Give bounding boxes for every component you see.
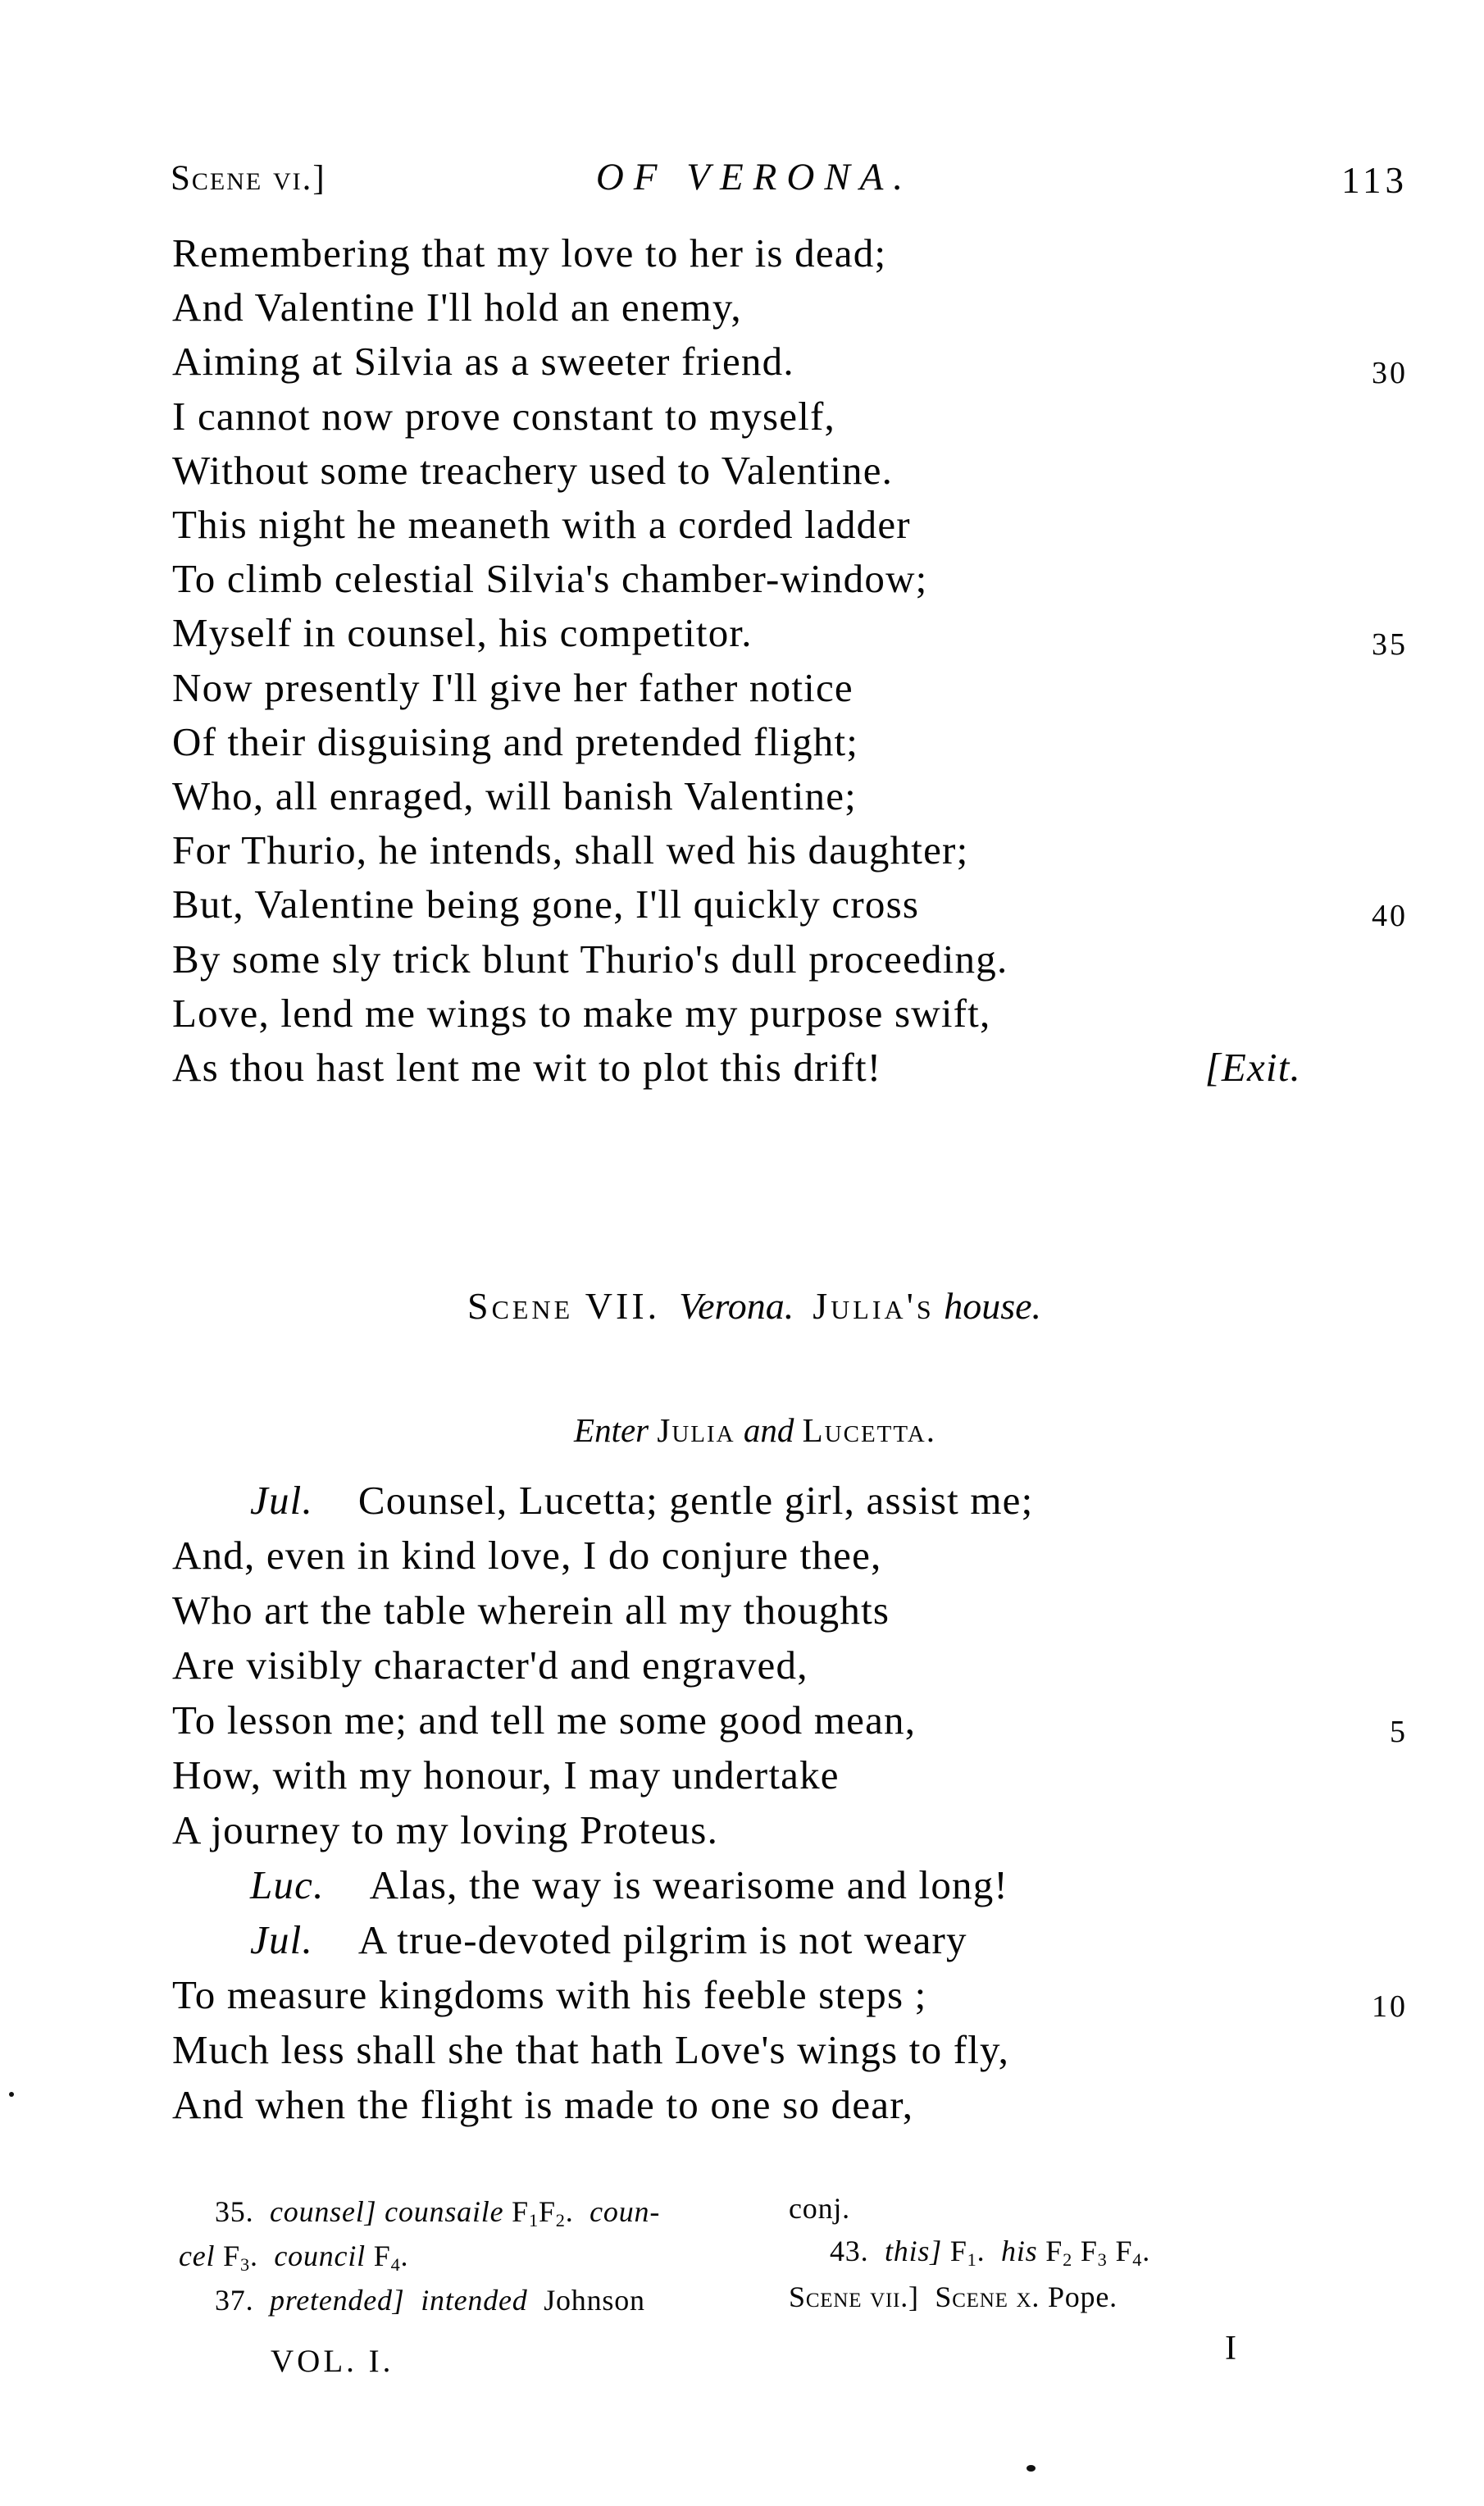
text-segment: his [1001, 2235, 1046, 2267]
text-segment: Scene vii.] Scene x. [789, 2280, 1048, 2313]
text-segment: this] [885, 2235, 950, 2267]
footnote-line [789, 2191, 850, 2226]
ink-spot [1027, 2465, 1036, 2472]
verse-line [172, 1807, 1408, 1852]
text-segment: 1 [967, 2249, 977, 2271]
header-running-title: OF VERONA. [595, 156, 913, 198]
verse-line [172, 394, 1408, 439]
volume-label: VOL. I. [271, 2344, 394, 2379]
verse-line [172, 1752, 1408, 1797]
text-segment: Lucetta [802, 1411, 926, 1449]
text-segment: F [538, 2195, 556, 2228]
verse-line [172, 1478, 1408, 1523]
verse-line [172, 610, 1408, 662]
text-segment: 3 [1097, 2249, 1108, 2271]
verse-line [172, 827, 1408, 873]
header-scene-label: Scene vi.] [171, 159, 326, 198]
text-segment: . [1142, 2235, 1151, 2267]
line-number: 40 [1372, 899, 1408, 933]
verse-line [172, 1697, 1408, 1749]
line-text: To measure kingdoms with his feeble steps ; [172, 1972, 927, 2017]
text-segment: F [1107, 2235, 1133, 2267]
line-text: And, even in kind love, I do conjure thee, [172, 1533, 882, 1578]
line-text: Now presently I'll give her father notice [172, 665, 854, 710]
footnote-line [215, 2283, 645, 2317]
text-segment: F [1072, 2235, 1098, 2267]
text-segment: Julia's [813, 1285, 935, 1327]
line-text: To climb celestial Silvia's chamber-window; [172, 556, 928, 601]
verse-line [172, 1533, 1408, 1578]
line-text: Are visibly character'd and engraved, [172, 1643, 808, 1688]
line-text: Alas, the way is wearisome and long! [369, 1862, 1008, 1907]
line-text: And Valentine I'll hold an enemy, [172, 285, 742, 330]
verse-line [172, 991, 1408, 1036]
text-segment: 2 [1063, 2249, 1073, 2271]
line-text: A true-devoted pilgrim is not weary [357, 1917, 967, 1962]
line-text: A journey to my loving Proteus. [172, 1807, 719, 1852]
line-text: Who, all enraged, will banish Valentine; [172, 773, 857, 818]
text-segment: 35. [215, 2195, 270, 2228]
speaker-label: Luc. [250, 1862, 325, 1907]
text-segment [794, 1285, 813, 1327]
verse-line [172, 502, 1408, 547]
text-segment: 4 [1132, 2249, 1143, 2271]
verse-line [172, 719, 1408, 764]
line-text: Of their disguising and pretended flight; [172, 719, 859, 764]
line-number: 35 [1372, 627, 1408, 662]
text-segment: F [949, 2235, 967, 2267]
line-text: Remembering that my love to her is dead; [172, 230, 887, 276]
text-segment: . [976, 2235, 1002, 2267]
verse-line [172, 936, 1408, 982]
verse-line [172, 1045, 1408, 1090]
line-number: 30 [1372, 356, 1408, 390]
line-text: How, with my honour, I may undertake [172, 1752, 840, 1797]
header-page-number: 113 [1341, 160, 1408, 201]
text-segment: Pope. [1047, 2280, 1118, 2313]
ink-spot [9, 2092, 14, 2097]
text-segment: Scene VII. [467, 1285, 661, 1327]
text-segment: conj. [789, 2192, 850, 2225]
line-text: To lesson me; and tell me some good mean, [172, 1697, 917, 1743]
line-number: 10 [1372, 1989, 1408, 2024]
line-text: Love, lend me wings to make my purpose swift, [172, 991, 991, 1036]
verse-line [172, 1862, 1408, 1907]
verse-line [172, 773, 1408, 818]
line-text: This night he meaneth with a corded ladder [172, 502, 911, 547]
line-text: For Thurio, he intends, shall wed his daughter; [172, 827, 969, 873]
signature-mark: I [1225, 2330, 1236, 2367]
line-text: As thou hast lent me wit to plot this drift! [172, 1045, 882, 1090]
text-segment: council [274, 2239, 374, 2272]
verse-line [172, 1588, 1408, 1633]
text-segment: . [249, 2239, 275, 2272]
text-segment: . [565, 2195, 590, 2228]
line-text: Without some treachery used to Valentine. [172, 448, 894, 493]
verse-line [172, 1917, 1408, 1962]
text-segment: F [223, 2239, 240, 2272]
verse-line [172, 882, 1408, 933]
line-text: But, Valentine being gone, I'll quickly cross [172, 882, 920, 927]
verse-line [172, 665, 1408, 710]
text-segment: Johnson [544, 2284, 645, 2317]
verse-line [172, 285, 1408, 330]
line-text: I cannot now prove constant to myself, [172, 394, 835, 439]
verse-line [172, 558, 1408, 599]
footnote-line [830, 2234, 1150, 2271]
line-text: Aiming at Silvia as a sweeter friend. [172, 339, 794, 384]
text-segment: . [400, 2239, 409, 2272]
line-number: 5 [1390, 1715, 1408, 1749]
scene7-heading [107, 1284, 1402, 1328]
line-text: Counsel, Lucetta; gentle girl, assist me; [357, 1478, 1034, 1523]
verse-line [172, 2027, 1408, 2072]
verse-line [172, 230, 1408, 276]
text-segment: Julia [657, 1411, 735, 1449]
line-text: Who art the table wherein all my thoughts [172, 1588, 890, 1633]
text-segment [935, 1285, 945, 1327]
speaker-label: Jul. [250, 1917, 313, 1962]
text-segment: Verona. [679, 1285, 794, 1327]
text-segment: F [373, 2239, 391, 2272]
verse-line [172, 339, 1408, 390]
text-segment: F [512, 2195, 529, 2228]
text-segment [660, 1285, 679, 1327]
footnote-line [215, 2194, 660, 2231]
text-segment: 43. [830, 2235, 885, 2267]
line-text: Much less shall she that hath Love's wings to fly, [172, 2027, 1010, 2072]
text-segment: Enter [574, 1411, 658, 1449]
verse-line [172, 1643, 1408, 1688]
text-segment: 3 [240, 2254, 250, 2276]
line-text: By some sly trick blunt Thurio's dull proceeding. [172, 936, 1008, 982]
footnote-line [179, 2239, 408, 2276]
text-segment: coun- [590, 2195, 661, 2228]
stage-direction: [Exit. [1204, 1045, 1301, 1090]
text-segment: 2 [555, 2210, 566, 2231]
footnote-line [789, 2280, 1118, 2314]
line-text: And when the flight is made to one so dear, [172, 2082, 914, 2127]
text-segment: house. [944, 1285, 1042, 1327]
text-segment: . [926, 1411, 935, 1449]
verse-line [172, 1972, 1408, 2024]
verse-line [172, 2082, 1408, 2127]
text-segment: 4 [390, 2254, 401, 2276]
text-segment: F [1045, 2235, 1063, 2267]
verse-line [172, 448, 1408, 493]
text-segment: cel [179, 2239, 224, 2272]
text-segment: counsel] counsaile [270, 2195, 512, 2228]
text-segment: pretended] intended [270, 2284, 544, 2317]
line-text: Myself in counsel, his competitor. [172, 610, 753, 655]
text-segment: and [735, 1411, 803, 1449]
text-segment: 37. [215, 2284, 270, 2317]
scene7-stage-entrance [107, 1410, 1402, 1450]
text-segment: 1 [528, 2210, 539, 2231]
speaker-label: Jul. [250, 1478, 313, 1523]
